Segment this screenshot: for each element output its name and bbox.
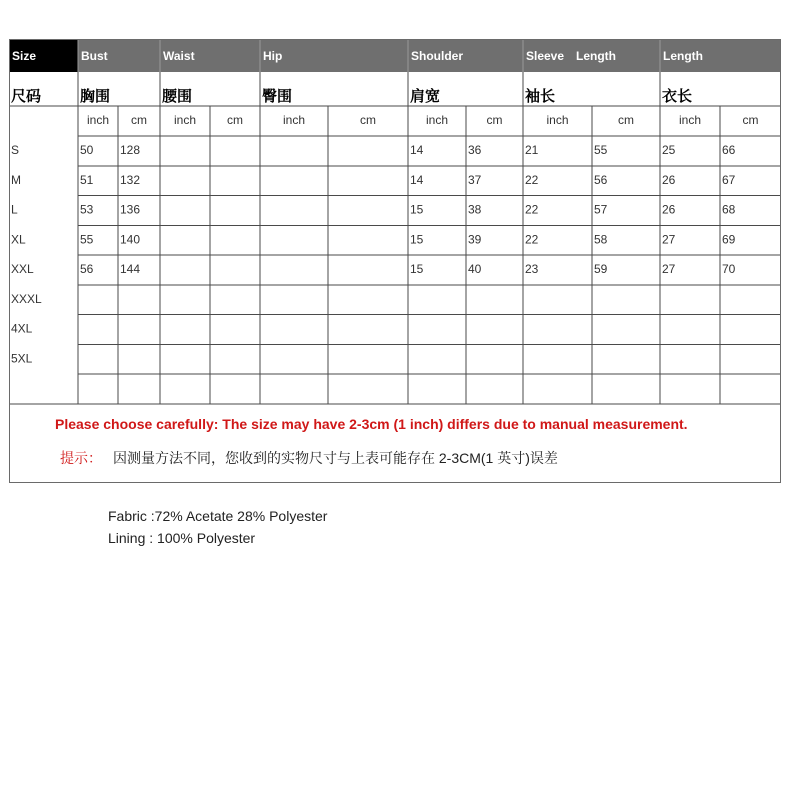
table-cell-value: 69 xyxy=(722,232,736,247)
chinese-header-size: 尺码 xyxy=(11,88,42,105)
unit-label: inch xyxy=(282,113,306,127)
unit-label: inch xyxy=(425,113,449,127)
header-hip: Hip xyxy=(263,49,283,63)
table-cell-value: 26 xyxy=(662,172,676,187)
table-cell-value: 50 xyxy=(80,143,94,157)
table-cell-value: 70 xyxy=(722,262,736,276)
unit-label: inch xyxy=(678,113,702,127)
header-length: Length xyxy=(663,49,703,63)
size-label: XL xyxy=(11,232,26,247)
table-cell-value: 15 xyxy=(410,262,424,276)
table-cell-value: 27 xyxy=(662,262,676,276)
header-shoulder: Shoulder xyxy=(411,49,464,63)
unit-label: cm xyxy=(742,113,759,127)
lining-composition: Lining : 100% Polyester xyxy=(108,530,256,546)
header-bust: Bust xyxy=(81,49,108,63)
table-cell-value: 37 xyxy=(468,172,482,187)
table-cell-value: 26 xyxy=(662,202,676,217)
table-cell-value: 68 xyxy=(722,202,736,217)
unit-label: cm xyxy=(360,113,376,127)
size-label: 4XL xyxy=(11,321,33,336)
header-sleeve-length: Length xyxy=(576,49,616,63)
chinese-header-waist: 腰围 xyxy=(162,88,193,105)
size-label: M xyxy=(11,172,21,187)
chinese-header-hip: 臀围 xyxy=(262,88,293,105)
table-cell-value: 22 xyxy=(525,202,539,217)
table-cell-value: 23 xyxy=(525,262,539,276)
table-cell-value: 58 xyxy=(594,232,608,247)
header-waist: Waist xyxy=(163,49,195,63)
chinese-header-length: 衣长 xyxy=(662,88,693,105)
table-cell-value: 36 xyxy=(468,143,482,157)
unit-label: inch xyxy=(86,113,110,127)
table-cell-value: 14 xyxy=(410,143,424,157)
table-cell-value: 144 xyxy=(120,262,141,276)
table-cell-value: 25 xyxy=(662,143,676,157)
size-label: XXXL xyxy=(11,291,42,306)
chinese-header-shoulder: 肩宽 xyxy=(410,88,441,105)
table-cell-value: 140 xyxy=(120,232,141,247)
table-cell-value: 15 xyxy=(410,202,424,217)
table-cell-value: 14 xyxy=(410,172,424,187)
chinese-header-bust: 胸围 xyxy=(80,88,111,105)
table-cell-value: 56 xyxy=(80,262,94,276)
table-cell-value: 27 xyxy=(662,232,676,247)
table-cell-value: 40 xyxy=(468,262,482,276)
table-cell-value: 55 xyxy=(80,232,94,247)
table-cell-value: 132 xyxy=(120,172,141,187)
measurement-note-label: 提示： xyxy=(60,449,102,466)
header-size: Size xyxy=(12,49,37,63)
size-label: S xyxy=(11,143,20,157)
table-cell-value: 67 xyxy=(722,172,736,187)
table-cell-value: 22 xyxy=(525,232,539,247)
size-label: 5XL xyxy=(11,351,33,366)
table-cell-value: 53 xyxy=(80,202,94,217)
table-cell-value: 57 xyxy=(594,202,608,217)
unit-label: cm xyxy=(131,113,147,127)
table-cell-value: 56 xyxy=(594,172,608,187)
table-cell-value: 55 xyxy=(594,143,608,157)
table-cell-value: 66 xyxy=(722,143,736,157)
table-cell-value: 15 xyxy=(410,232,424,247)
unit-label: cm xyxy=(486,113,503,127)
table-cell-value: 128 xyxy=(120,143,141,157)
size-label: L xyxy=(11,202,18,217)
table-cell-value: 39 xyxy=(468,232,482,247)
table-cell-value: 22 xyxy=(525,172,539,187)
measurement-note-chinese: 因测量方法不同，您收到的实物尺寸与上表可能存在 2-3CM(1 英寸)误差 xyxy=(113,449,558,466)
table-cell-value: 59 xyxy=(594,262,608,276)
chinese-header-sleeve: 袖长 xyxy=(525,88,556,105)
table-cell-value: 21 xyxy=(525,143,539,157)
table-cell-value: 38 xyxy=(468,202,482,217)
unit-label: inch xyxy=(546,113,569,127)
table-cell-value: 136 xyxy=(120,202,141,217)
table-cell-value: 51 xyxy=(80,172,94,187)
unit-label: cm xyxy=(618,113,634,127)
unit-label: cm xyxy=(227,113,243,127)
header-sleeve: Sleeve xyxy=(526,49,565,63)
fabric-composition: Fabric :72% Acetate 28% Polyester xyxy=(108,508,328,524)
measurement-note-english: Please choose carefully: The size may have 2-3cm (1 inch) differs due to manual measurement. xyxy=(55,415,688,432)
unit-label: inch xyxy=(173,113,197,127)
size-label: XXL xyxy=(11,262,34,276)
